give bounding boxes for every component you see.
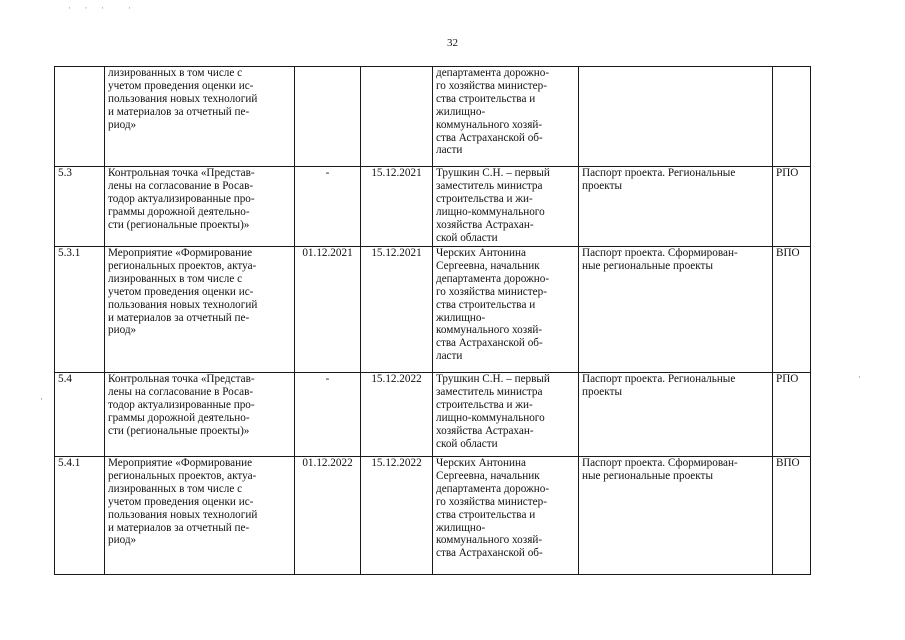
responsible-cell: Черских Антонина Сергеевна, начальник департамента дорожно- го хозяйства министер- ства строительства и жилищно- коммунального хозяй- ства Астраханской об- ласти [433, 247, 579, 373]
responsible-cell: департамента дорожно- го хозяйства министер- ства строительства и жилищно- коммунального хозяй- ства Астраханской об- ласти [433, 67, 579, 167]
scan-artifact-dots: · · · · [68, 3, 134, 13]
control-level-cell: РПО [773, 373, 811, 457]
control-level-cell [773, 67, 811, 167]
plan-table [54, 66, 811, 575]
responsible-cell: Черских Антонина Сергеевна, начальник департамента дорожно- го хозяйства министер- ства строительства и жилищно- коммунального хозяй- ства Астраханской об- [433, 457, 579, 575]
scan-artifact-mark: · [858, 372, 861, 382]
start-date-cell: 01.12.2022 [295, 457, 361, 575]
responsible-cell: Трушкин С.Н. – первый заместитель министра строительства и жи- лищно-коммунального хозяйства Астрахан- ской области [433, 373, 579, 457]
row-number-cell: 5.3 [55, 167, 105, 247]
table-row [55, 247, 811, 373]
result-document-cell: Паспорт проекта. Региональные проекты [579, 373, 773, 457]
result-document-cell: Паспорт проекта. Сформирован- ные региональные проекты [579, 247, 773, 373]
result-document-cell: Паспорт проекта. Сформирован- ные региональные проекты [579, 457, 773, 575]
control-level-cell: РПО [773, 167, 811, 247]
event-name-cell: Контрольная точка «Представ- лены на согласование в Росав- тодор актуализированные про- граммы дорожной деятельно- сти (региональные проекты)» [105, 167, 295, 247]
event-name-cell: лизированных в том числе с учетом проведения оценки ис- пользования новых технологий и материалов за отчетный пе- риод» [105, 67, 295, 167]
result-document-cell: Паспорт проекта. Региональные проекты [579, 167, 773, 247]
end-date-cell: 15.12.2021 [361, 247, 433, 373]
table-row [55, 67, 811, 167]
table-row [55, 167, 811, 247]
responsible-cell: Трушкин С.Н. – первый заместитель министра строительства и жи- лищно-коммунального хозяйства Астрахан- ской области [433, 167, 579, 247]
event-name-cell: Контрольная точка «Представ- лены на согласование в Росав- тодор актуализированные про- граммы дорожной деятельно- сти (региональные проекты)» [105, 373, 295, 457]
scan-artifact-mark: · [40, 394, 43, 404]
table-row [55, 457, 811, 575]
row-number-cell: 5.4 [55, 373, 105, 457]
end-date-cell [361, 67, 433, 167]
end-date-cell: 15.12.2021 [361, 167, 433, 247]
row-number-cell: 5.4.1 [55, 457, 105, 575]
event-name-cell: Мероприятие «Формирование региональных проектов, актуа- лизированных в том числе с учетом проведения оценки ис- пользования новых технологий и материалов за отчетный пе- риод» [105, 457, 295, 575]
control-level-cell: ВПО [773, 247, 811, 373]
control-level-cell: ВПО [773, 457, 811, 575]
result-document-cell [579, 67, 773, 167]
row-number-cell [55, 67, 105, 167]
event-name-cell: Мероприятие «Формирование региональных проектов, актуа- лизированных в том числе с учетом проведения оценки ис- пользования новых технологий и материалов за отчетный пе- риод» [105, 247, 295, 373]
page-number: 32 [447, 37, 458, 49]
end-date-cell: 15.12.2022 [361, 373, 433, 457]
start-date-cell: 01.12.2021 [295, 247, 361, 373]
end-date-cell: 15.12.2022 [361, 457, 433, 575]
start-date-cell: - [295, 373, 361, 457]
start-date-cell [295, 67, 361, 167]
start-date-cell: - [295, 167, 361, 247]
row-number-cell: 5.3.1 [55, 247, 105, 373]
table-row [55, 373, 811, 457]
